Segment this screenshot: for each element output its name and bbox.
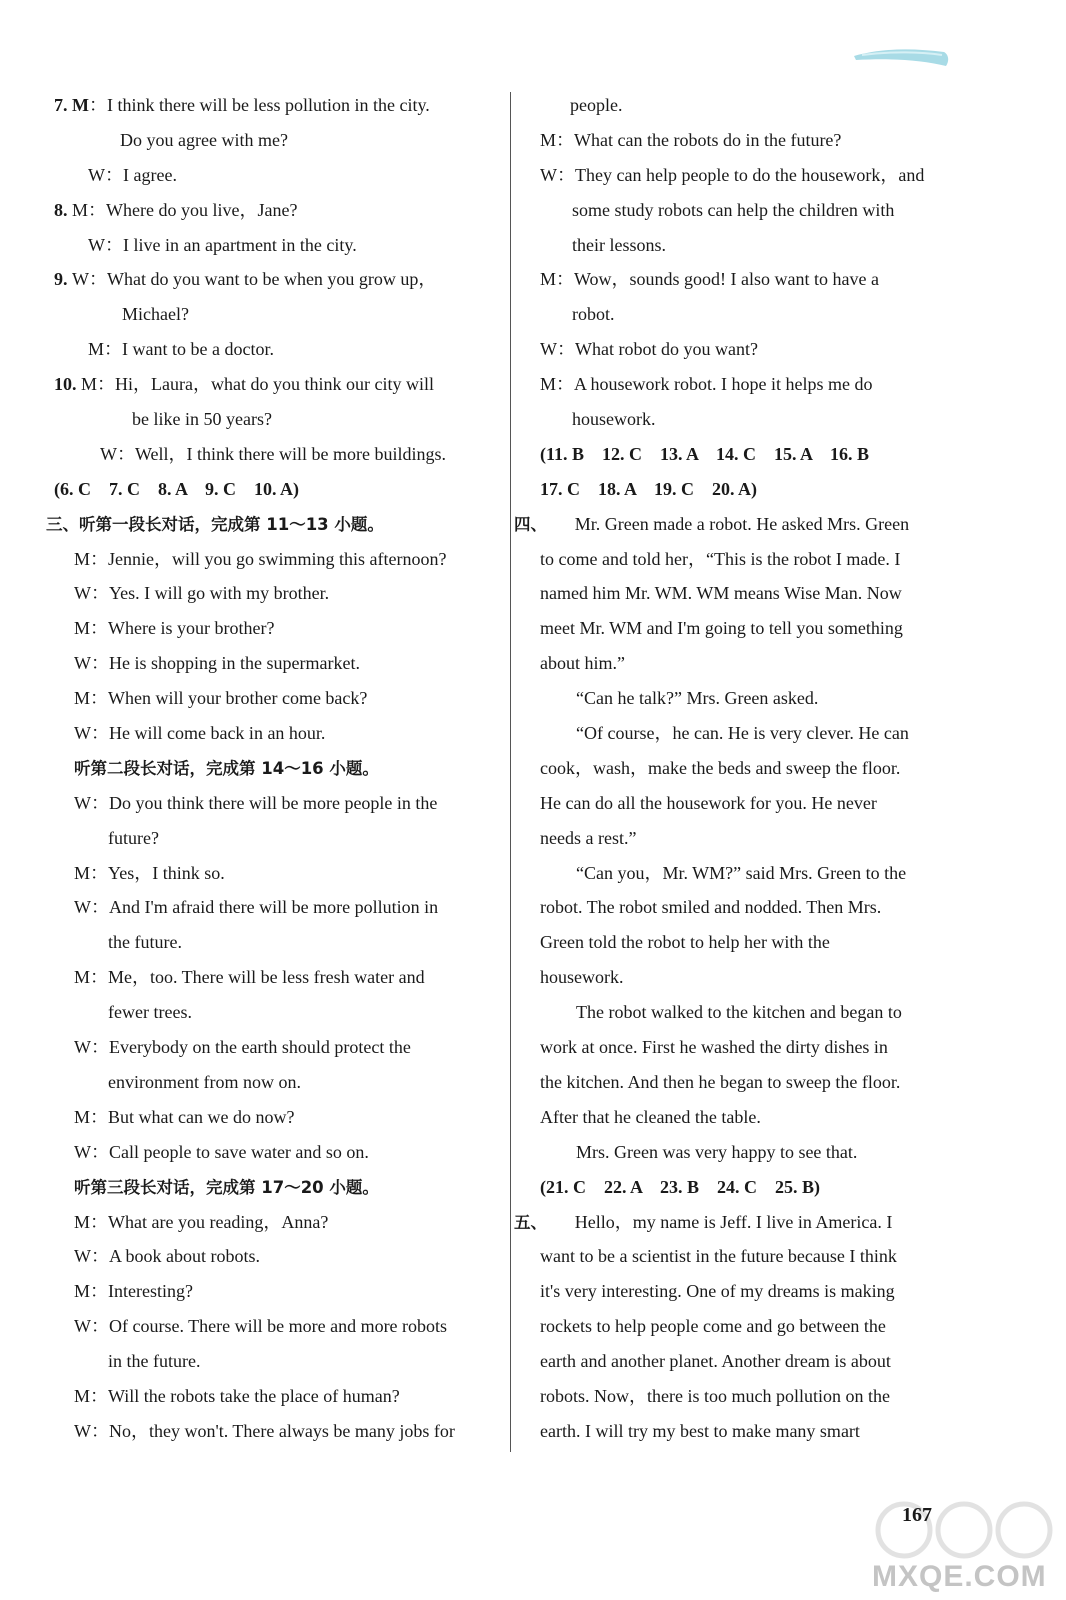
- text-segment: 听第三段长对话，完成第 17～20 小题。: [74, 1177, 379, 1197]
- text-segment: M：Me，too. There will be less fresh water and: [74, 967, 425, 988]
- text-segment: 四、: [514, 514, 539, 534]
- text-line: [54, 367, 486, 402]
- text-line: [540, 332, 948, 367]
- text-line: [540, 1030, 948, 1065]
- text-line: [540, 1239, 948, 1274]
- text-line: [540, 542, 948, 577]
- text-segment: robot.: [572, 304, 615, 325]
- text-segment: W：What robot do you want?: [540, 339, 758, 360]
- text-line: [540, 681, 948, 716]
- text-line: [540, 1379, 948, 1414]
- text-line: [54, 1414, 486, 1449]
- text-line: [54, 1030, 486, 1065]
- text-segment: M：Will the robots take the place of human?: [74, 1385, 400, 1406]
- text-segment: M：I want to be a doctor.: [88, 339, 274, 360]
- text-line: [540, 960, 948, 995]
- text-segment: (6. C 7. C 8. A 9. C 10. A): [54, 478, 300, 499]
- text-line: [540, 1100, 948, 1135]
- text-line: [540, 1309, 948, 1344]
- text-line: [54, 1274, 486, 1309]
- text-line: [540, 437, 948, 472]
- text-line: [540, 472, 948, 507]
- text-line: [514, 1205, 948, 1240]
- text-line: [540, 88, 948, 123]
- text-segment: 17. C 18. A 19. C 20. A): [540, 478, 758, 499]
- text-segment: their lessons.: [572, 234, 666, 255]
- text-segment: W：What do you want to be when you grow up，: [72, 269, 437, 290]
- text-line: [540, 158, 948, 193]
- text-line: [54, 1239, 486, 1274]
- text-line: [54, 995, 486, 1030]
- text-segment: M：Wow，sounds good! I also want to have a: [540, 269, 880, 290]
- text-segment: 三、听第一段长对话，完成第 11～13 小题。: [46, 514, 384, 534]
- text-line: [540, 402, 948, 437]
- text-segment: (11. B 12. C 13. A 14. C 15. A 16. B: [540, 443, 870, 464]
- text-line: [54, 332, 486, 367]
- text-line: [540, 890, 948, 925]
- text-segment: W：Do you think there will be more people in the: [74, 792, 438, 813]
- text-line: [540, 367, 948, 402]
- text-line: [54, 402, 486, 437]
- text-line: [54, 856, 486, 891]
- text-line: [540, 1414, 948, 1449]
- text-segment: “Can he talk?” Mrs. Green asked.: [576, 688, 819, 709]
- text-line: [54, 1100, 486, 1135]
- text-segment: W：He is shopping in the supermarket.: [74, 653, 360, 674]
- text-line: [54, 716, 486, 751]
- text-segment: W：Of course. There will be more and more robots: [74, 1316, 448, 1337]
- text-line: [54, 297, 486, 332]
- text-segment: robot. The robot smiled and nodded. Then Mrs.: [540, 897, 882, 918]
- text-segment: the future.: [108, 932, 182, 953]
- text-line: [54, 1309, 486, 1344]
- text-line: [54, 646, 486, 681]
- text-segment: ：I think there will be less pollution in the city.: [89, 95, 430, 115]
- text-segment: Mrs. Green was very happy to see that.: [576, 1141, 858, 1162]
- text-segment: housework.: [572, 409, 656, 430]
- text-line: [46, 507, 486, 542]
- right-column: [514, 88, 948, 1449]
- text-line: [54, 960, 486, 995]
- text-line: [54, 228, 486, 263]
- text-line: [54, 786, 486, 821]
- text-segment: W：I live in an apartment in the city.: [88, 234, 357, 255]
- text-segment: work at once. First he washed the dirty dishes in: [540, 1037, 888, 1058]
- text-line: [540, 297, 948, 332]
- text-line: [540, 1135, 948, 1170]
- text-line: [54, 1170, 486, 1205]
- text-line: [54, 925, 486, 960]
- text-line: [54, 437, 486, 472]
- text-line: [54, 472, 486, 507]
- text-segment: M：A housework robot. I hope it helps me do: [540, 374, 873, 395]
- text-line: [54, 542, 486, 577]
- text-segment: future?: [108, 827, 159, 848]
- text-segment: W：Well，I think there will be more buildings.: [100, 443, 446, 464]
- text-line: [540, 611, 948, 646]
- text-line: [540, 1274, 948, 1309]
- text-segment: some study robots can help the children with: [572, 199, 895, 220]
- text-segment: W：A book about robots.: [74, 1246, 260, 1267]
- text-line: [54, 158, 486, 193]
- text-segment: (21. C 22. A 23. B 24. C 25. B): [540, 1176, 821, 1197]
- text-segment: 9.: [54, 269, 72, 290]
- text-segment: Green told the robot to help her with the: [540, 932, 830, 953]
- text-segment: it's very interesting. One of my dreams is making: [540, 1281, 895, 1302]
- text-segment: W：I agree.: [88, 164, 177, 185]
- text-line: [54, 611, 486, 646]
- text-segment: M：What can the robots do in the future?: [540, 129, 842, 150]
- text-segment: W：Call people to save water and so on.: [74, 1141, 369, 1162]
- text-segment: housework.: [540, 967, 624, 988]
- text-segment: want to be a scientist in the future because I think: [540, 1246, 897, 1267]
- text-segment: meet Mr. WM and I'm going to tell you something: [540, 618, 903, 639]
- text-segment: Mr. Green made a robot. He asked Mrs. Green: [538, 513, 910, 534]
- text-segment: M：Yes，I think so.: [74, 862, 225, 883]
- text-line: [540, 751, 948, 786]
- text-segment: the kitchen. And then he began to sweep the floor.: [540, 1071, 901, 1092]
- text-line: [514, 507, 948, 542]
- text-segment: needs a rest.”: [540, 827, 637, 848]
- text-segment: 10.: [54, 374, 81, 395]
- text-line: [540, 856, 948, 891]
- text-segment: rockets to help people come and go between the: [540, 1316, 886, 1337]
- text-line: [540, 193, 948, 228]
- text-line: [540, 786, 948, 821]
- text-line: [54, 1344, 486, 1379]
- text-line: [540, 1344, 948, 1379]
- text-segment: M：What are you reading，Anna?: [74, 1211, 329, 1232]
- text-segment: M：Hi，Laura，what do you think our city will: [81, 374, 434, 395]
- text-segment: 7. M: [54, 95, 89, 115]
- text-segment: in the future.: [108, 1351, 201, 1372]
- text-segment: “Can you，Mr. WM?” said Mrs. Green to the: [576, 862, 907, 883]
- left-column: [46, 88, 486, 1449]
- page-number: 167: [902, 1504, 932, 1526]
- text-segment: environment from now on.: [108, 1071, 301, 1092]
- column-divider: [510, 92, 511, 1452]
- text-segment: fewer trees.: [108, 1002, 192, 1023]
- text-segment: about him.”: [540, 653, 625, 674]
- text-segment: earth and another planet. Another dream is about: [540, 1351, 891, 1372]
- text-line: [54, 1135, 486, 1170]
- text-segment: earth. I will try my best to make many smart: [540, 1420, 860, 1441]
- text-segment: M：But what can we do now?: [74, 1106, 295, 1127]
- text-line: [540, 262, 948, 297]
- text-segment: M：When will your brother come back?: [74, 688, 368, 709]
- text-line: [540, 821, 948, 856]
- header-swoosh-decoration: [852, 46, 952, 70]
- text-line: [540, 716, 948, 751]
- text-segment: 五、: [514, 1212, 539, 1232]
- text-segment: After that he cleaned the table.: [540, 1106, 761, 1127]
- text-segment: Hello，my name is Jeff. I live in America. I: [538, 1211, 893, 1232]
- text-line: [54, 681, 486, 716]
- text-segment: W：No，they won't. There always be many jobs for: [74, 1420, 455, 1441]
- text-segment: The robot walked to the kitchen and began to: [576, 1002, 902, 1023]
- text-line: [540, 925, 948, 960]
- text-line: [54, 576, 486, 611]
- text-line: [540, 1170, 948, 1205]
- text-line: [540, 228, 948, 263]
- text-line: [54, 890, 486, 925]
- text-segment: robots. Now，there is too much pollution on the: [540, 1385, 890, 1406]
- watermark-text: MXQE.COM: [872, 1560, 1047, 1593]
- text-segment: W：Everybody on the earth should protect the: [74, 1037, 411, 1058]
- text-line: [54, 88, 486, 123]
- text-line: [54, 262, 486, 297]
- text-segment: be like in 50 years?: [132, 409, 272, 430]
- text-segment: W：He will come back in an hour.: [74, 723, 326, 744]
- text-segment: to come and told her，“This is the robot I made. I: [540, 548, 901, 569]
- text-line: [540, 1065, 948, 1100]
- text-segment: 听第二段长对话，完成第 14～16 小题。: [74, 758, 379, 778]
- text-line: [54, 751, 486, 786]
- text-segment: W：They can help people to do the housework，and: [540, 164, 925, 185]
- text-segment: “Of course，he can. He is very clever. He can: [576, 723, 909, 744]
- text-line: [54, 193, 486, 228]
- text-segment: people.: [570, 95, 623, 115]
- text-segment: Michael?: [122, 304, 189, 325]
- text-line: [540, 995, 948, 1030]
- text-line: [540, 123, 948, 158]
- text-segment: M：Interesting?: [74, 1281, 193, 1302]
- text-segment: W：And I'm afraid there will be more pollution in: [74, 897, 439, 918]
- text-line: [540, 576, 948, 611]
- text-segment: He can do all the housework for you. He never: [540, 792, 877, 813]
- text-segment: M：Where is your brother?: [74, 618, 275, 639]
- text-segment: M：Where do you live，Jane?: [72, 199, 298, 220]
- text-segment: 8.: [54, 199, 72, 220]
- text-segment: W：Yes. I will go with my brother.: [74, 583, 330, 604]
- text-segment: named him Mr. WM. WM means Wise Man. Now: [540, 583, 902, 604]
- text-line: [54, 1065, 486, 1100]
- text-line: [54, 821, 486, 856]
- text-segment: Do you agree with me?: [120, 129, 288, 150]
- text-segment: cook，wash，make the beds and sweep the floor.: [540, 757, 901, 778]
- text-line: [54, 1379, 486, 1414]
- text-line: [54, 1205, 486, 1240]
- text-line: [54, 123, 486, 158]
- text-line: [540, 646, 948, 681]
- text-segment: M：Jennie，will you go swimming this afternoon?: [74, 548, 447, 569]
